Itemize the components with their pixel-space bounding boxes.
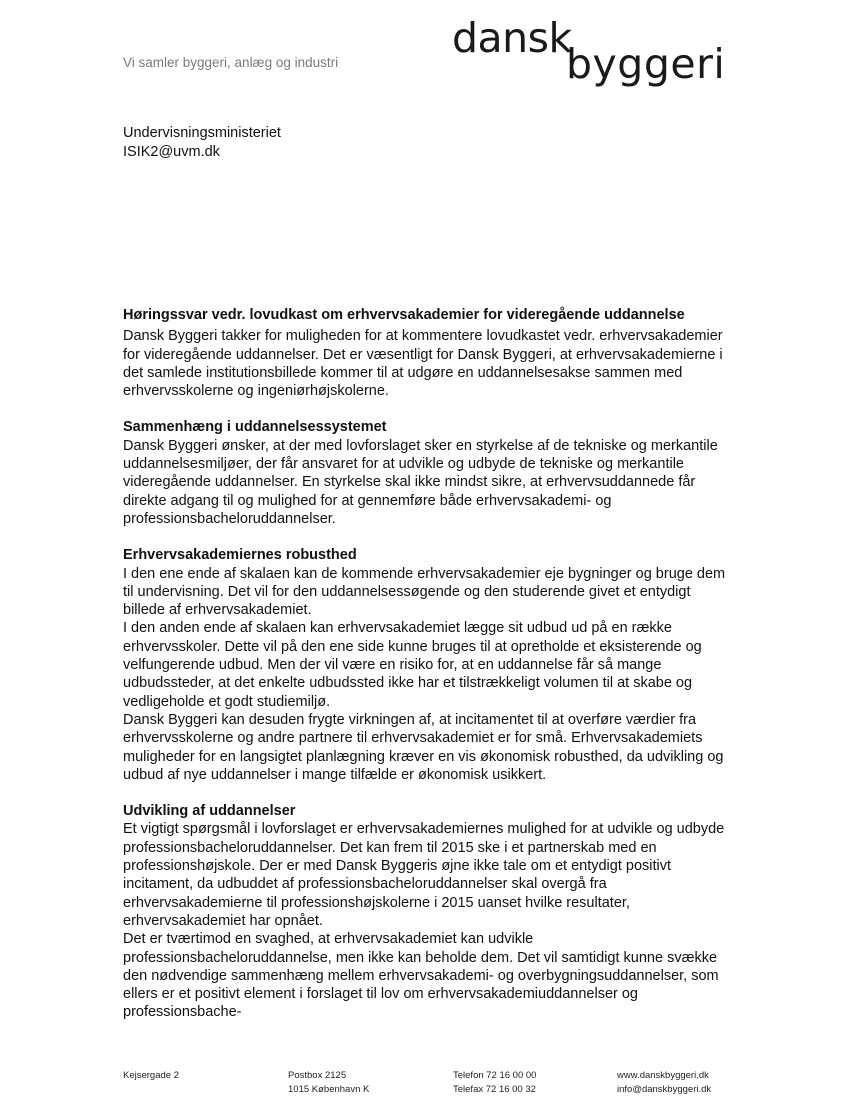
recipient-email: ISIK2@uvm.dk xyxy=(123,144,220,160)
paragraph: I den anden ende af skalaen kan erhvervsakademiet lægge sit udbud ud på en række erhvervsskoler. Dette vil på den ene side kunne bruges til at opretholde et eksisterende og velfungerende udbud. Men der vil være en risiko for, at en uddannelse får så mange udbudssteder, at det enkelte udbudssted ikke har et tilstrækkeligt volumen til at skabe og vedligeholde et godt studiemiljø. xyxy=(123,620,702,710)
footer-phone-fax xyxy=(453,1069,536,1097)
footer-postbox xyxy=(288,1069,369,1097)
paragraph: Dansk Byggeri ønsker, at der med lovforslaget sker en styrkelse af de tekniske og merkantile uddannelsesmiljøer, der får ansvaret for at udvikle og udbyde de tekniske og merkantile videregående uddannelser. En styrkelse skal ikke mindst sikre, at erhvervsuddannede får direkte adgang til og mulighed for at gennemføre både erhvervsakademi- og professionsbacheloruddannelser. xyxy=(123,437,718,527)
section-heading: Erhvervsakademiernes robusthed xyxy=(123,547,357,564)
dansk-byggeri-logo xyxy=(452,14,726,88)
paragraph: Det er tværtimod en svaghed, at erhvervsakademiet kan udvikle professionsbacheloruddannelse, men ikke kan beholde dem. Det vil samtidigt kunne svække den nødvendige sammenhæng mellem erhvervsakademi- og overbygningsuddannelser, som ellers er et positivt element i forslaget til lov om erhvervsakademiuddannelser og professionsbache- xyxy=(123,931,719,1021)
section-heading: Sammenhæng i uddannelsessystemet xyxy=(123,419,387,436)
logo-word-dansk: dansk xyxy=(452,14,572,62)
section-robusthed xyxy=(123,546,728,784)
footer-web-link[interactable]: www.danskbyggeri.dk xyxy=(617,1070,709,1081)
footer-email-link[interactable]: info@danskbyggeri.dk xyxy=(617,1084,712,1095)
logo-word-byggeri: byggeri xyxy=(566,40,726,88)
section-udvikling xyxy=(123,802,728,1022)
paragraph: Et vigtigt spørgsmål i lovforslaget er erhvervsakademiernes mulighed for at udvikle og udbyde professionsbacheloruddannelser. Det kan frem til 2015 ske i et partnerskab med en professionshøjskole. Der er med Dansk Byggeris øjne ikke tale om et entydigt positivt incitament, da udbuddet af professionsbacheloruddannelser skal overgå fra erhvervsakademierne til professionshøjskolerne i 2015 uanset hvilke resultater, erhvervsakademiet har opnået. xyxy=(123,821,725,929)
section-heading: Udvikling af uddannelser xyxy=(123,803,296,820)
recipient-address xyxy=(123,124,281,162)
intro-paragraph: Dansk Byggeri takker for muligheden for at kommentere lovudkastet vedr. erhvervsakademier for videregående uddannelser. Det er væsentligt for Dansk Byggeri, at erhvervsakademierne i det samlede institutionsbillede kommer til at udgøre en uddannelsesakse sammen med erhvervsskolerne og ingeniørhøjskolerne. xyxy=(123,328,723,400)
footer-postcity-line: 1015 København K xyxy=(288,1084,370,1095)
tagline: Vi samler byggeri, anlæg og industri xyxy=(123,55,339,70)
footer-phone: Telefon 72 16 00 00 xyxy=(453,1070,537,1081)
paragraph: Dansk Byggeri kan desuden frygte virkningen af, at incitamentet til at overføre værdier fra erhvervsskolerne og andre partnere til erhvervsakademiet er for små. Erhvervsakademiets muligheder for en langsigtet planlægning kræver en vis økonomisk robusthed, da udvikling og udbud af nye uddannelser i mange tilfælde er økonomisk usikkert. xyxy=(123,711,724,783)
footer-contact xyxy=(617,1069,711,1097)
paragraph: I den ene ende af skalaen kan de kommende erhvervsakademier eje bygninger og bruge dem til undervisning. Det vil for den uddannelsessøgende og den studerende givet et entydigt billede af erhvervsakademiet. xyxy=(123,565,726,619)
letter-body xyxy=(123,306,728,1022)
footer-street: Kejsergade 2 xyxy=(123,1070,179,1081)
footer-postbox-line: Postbox 2125 xyxy=(288,1070,347,1081)
recipient-name: Undervisningsministeriet xyxy=(123,125,281,141)
section-sammenhaeng xyxy=(123,418,728,528)
footer-fax: Telefax 72 16 00 32 xyxy=(453,1084,536,1095)
document-title: Høringssvar vedr. lovudkast om erhvervsakademier for videregående uddannelse xyxy=(123,307,685,323)
